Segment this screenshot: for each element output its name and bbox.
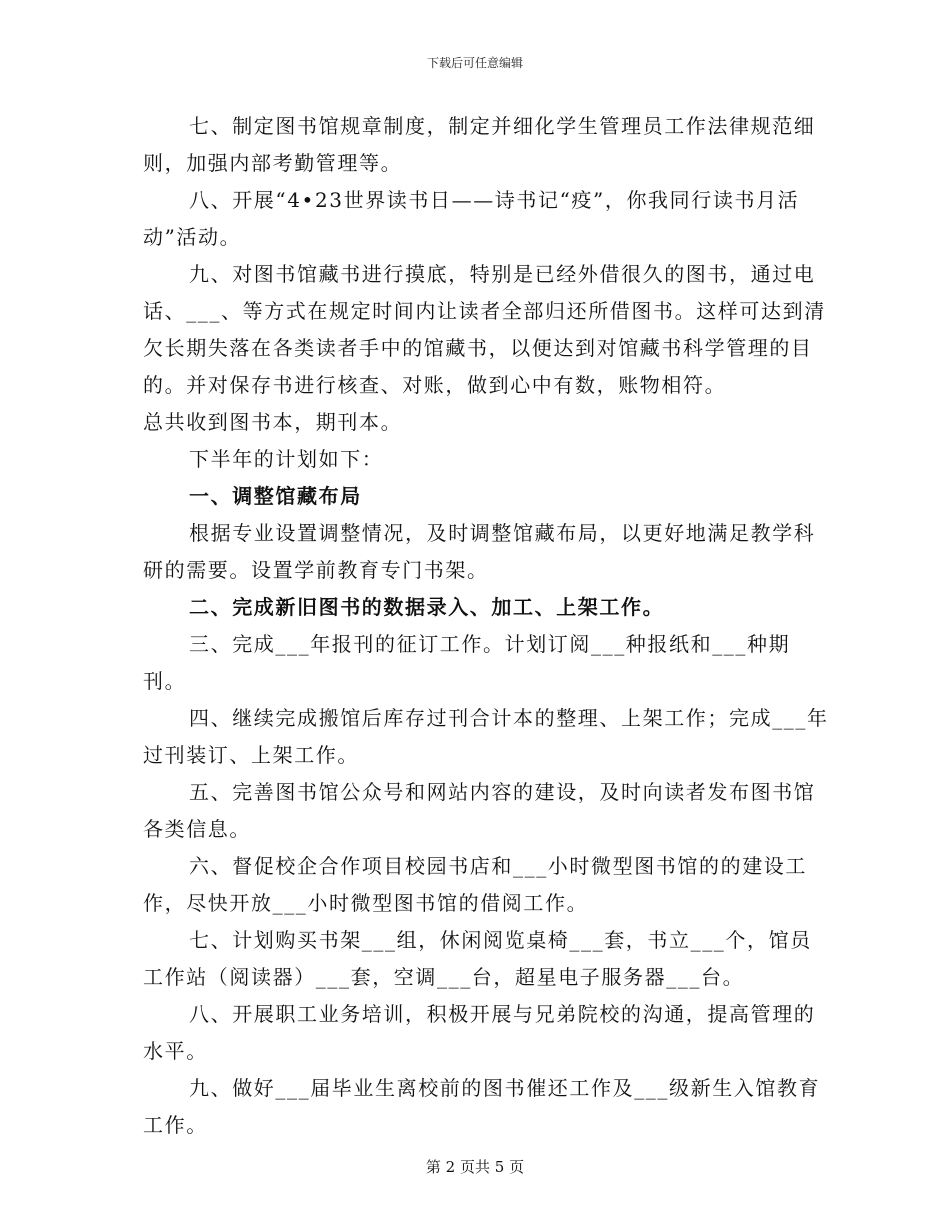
section-heading-data-entry: 二、完成新旧图书的数据录入、加工、上架工作。 bbox=[189, 595, 665, 619]
paragraph-total-received: 总共收到图书本，期刊本。 bbox=[143, 410, 403, 434]
paragraph-inventory: 九、对图书馆藏书进行摸底，特别是已经外借很久的图书，通过电话、___、等方式在规定时间内让读者全部归还所借图书。这样可达到清欠长期失落在各类读者手中的馆藏书，以便达到对馆藏书科学管理的目的。并对保存书进行核查、对账，做到心中有数，账物相符。 bbox=[143, 262, 826, 397]
paragraph-rules: 七、制定图书馆规章制度，制定并细化学生管理员工作法律规范细则，加强内部考勤管理等。 bbox=[143, 114, 816, 175]
paragraph-bookstore: 六、督促校企合作项目校园书店和___小时微型图书馆的的建设工作，尽快开放___小时微型图书馆的借阅工作。 bbox=[143, 854, 807, 915]
paragraph-reading-day: 八、开展“4•23世界读书日——诗书记“疫”，你我同行读书月活动”活动。 bbox=[143, 188, 800, 249]
paragraph-plan-intro: 下半年的计划如下： bbox=[189, 447, 384, 471]
paragraph-training: 八、开展职工业务培训，积极开展与兄弟院校的沟通，提高管理的水平。 bbox=[143, 1002, 816, 1063]
paragraph-purchases: 七、计划购买书架___组，休闲阅览桌椅___套，书立___个，馆员工作站（阅读器）___套，空调___台，超星电子服务器___台。 bbox=[143, 928, 812, 989]
page-header-note: 下载后可任意编辑 bbox=[426, 56, 523, 70]
document-body bbox=[143, 108, 833, 1144]
paragraph-layout: 根据专业设置调整情况，及时调整馆藏布局，以更好地满足教学科研的需要。设置学前教育专门书架。 bbox=[143, 521, 816, 582]
page-number: 第 2 页共 5 页 bbox=[425, 1158, 525, 1176]
paragraph-subscriptions: 三、完成___年报刊的征订工作。计划订阅___种报纸和___种期刊。 bbox=[143, 632, 791, 693]
paragraph-periodicals: 四、继续完成搬馆后库存过刊合计本的整理、上架工作；完成___年过刊装订、上架工作。 bbox=[143, 706, 829, 767]
paragraph-graduates: 九、做好___届毕业生离校前的图书催还工作及___级新生入馆教育工作。 bbox=[143, 1076, 821, 1137]
section-heading-layout: 一、调整馆藏布局 bbox=[189, 484, 362, 508]
paragraph-website: 五、完善图书馆公众号和网站内容的建设，及时向读者发布图书馆各类信息。 bbox=[143, 780, 816, 841]
